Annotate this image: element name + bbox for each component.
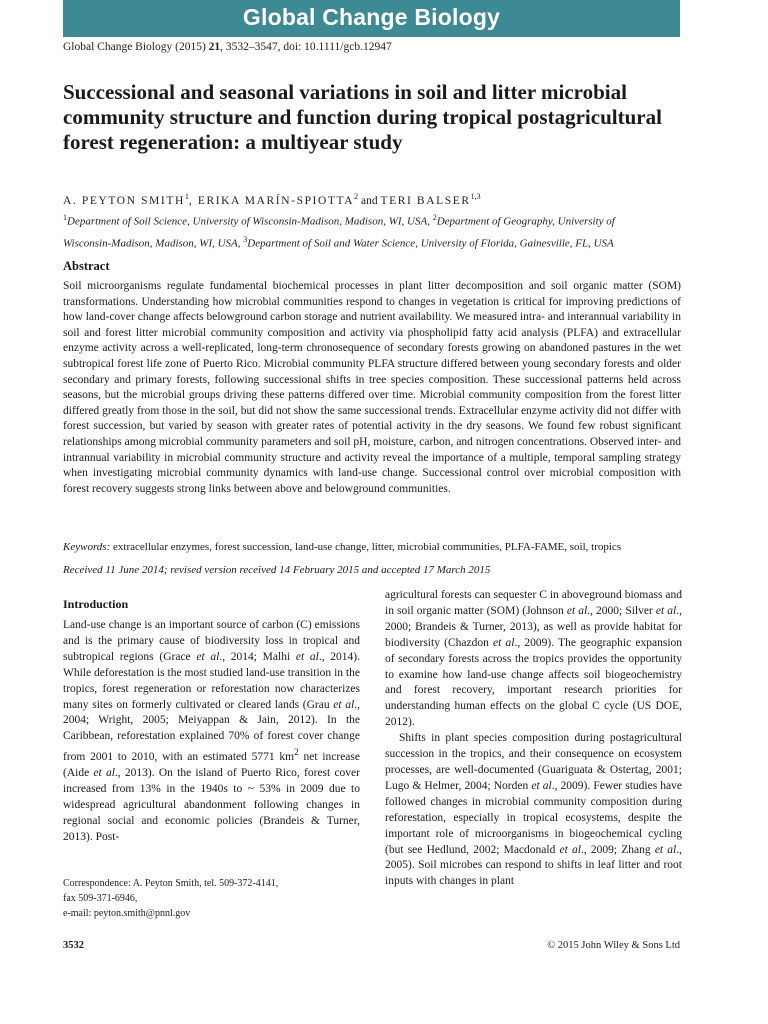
author-1: A. PEYTON SMITH xyxy=(63,194,185,207)
text-run: ., 2005). Soil microbes can respond to shifts in leaf litter and root inputs with changes in plant xyxy=(385,843,683,888)
author-2-affil: 2 xyxy=(354,192,359,201)
et-al: et al xyxy=(654,843,677,856)
text-run: ., 2009). Fewer studies have followed changes in microbial community composition during reforestation, especially in tropical ecosystems, despite the important role of microorganisms in biogeochemical cycling (but see Hedlund, 2002; Macdonald xyxy=(385,779,682,856)
affil-2-marker: 2 xyxy=(432,213,437,222)
intro-paragraph-1 xyxy=(63,618,360,846)
et-al: et al xyxy=(333,698,355,711)
correspondence-line-1: Correspondence: A. Peyton Smith, tel. 509-372-4141, xyxy=(63,878,279,889)
author-3: TERI BALSER xyxy=(380,194,471,207)
citation-line xyxy=(63,41,392,53)
text-run: Land-use change is an important source of carbon (C) emissions and is the primary cause of biodiversity loss in tropical and subtropical regions (Grace xyxy=(63,619,360,663)
text-run: ., 2014). While deforestation is the most studied land-use transition in the tropics, forest regeneration or reforestation now characterizes many sites on formerly cultivated or cleared lands (Grau xyxy=(63,650,360,711)
et-al: et al xyxy=(196,650,220,663)
body-column-left xyxy=(63,618,360,846)
author-list xyxy=(63,192,683,207)
et-al: et al xyxy=(295,650,319,663)
citation-suffix: , 3532–3547, doi: 10.1111/gcb.12947 xyxy=(220,41,392,53)
correspondence-email: e-mail: peyton.smith@pnnl.gov xyxy=(63,908,191,919)
affil-2: Department of Geography, University of Wisconsin-Madison, Madison, WI, USA, xyxy=(63,215,615,250)
article-title: Successional and seasonal variations in soil and litter microbial community structure and function during tropical postagricultural forest regeneration: a multiyear study xyxy=(63,80,662,154)
keywords-label: Keywords: xyxy=(63,541,111,553)
text-run: ., 2009; Zhang xyxy=(580,843,655,856)
text-run: Shifts in plant species composition during postagricultural succession in the tropics, and their consequence on ecosystem processes, are well-documented (Guariguata & Ostertag, 2001; Lugo & Helmer, 2004; Norden xyxy=(385,732,682,792)
affil-3-marker: 3 xyxy=(243,234,248,244)
affiliations xyxy=(63,209,663,252)
copyright-notice: © 2015 John Wiley & Sons Ltd xyxy=(547,940,680,951)
body-column-right xyxy=(385,588,682,890)
text-run: ., 2014; Malhi xyxy=(219,650,296,663)
et-al: et al xyxy=(93,766,115,779)
author-3-affil: 1,3 xyxy=(470,192,481,201)
received-dates: Received 11 June 2014; revised version received 14 February 2015 and accepted 17 March 2015 xyxy=(63,564,491,576)
et-al: et al xyxy=(493,636,515,649)
author-2: ERIKA MARÍN-SPIOTTA xyxy=(197,194,355,207)
et-al: et al xyxy=(566,604,588,617)
intro-paragraph-2 xyxy=(385,731,682,890)
introduction-heading: Introduction xyxy=(63,597,129,611)
citation-prefix: Global Change Biology (2015) xyxy=(63,41,209,53)
text-run: ., 2004; Wright, 2005; Meiyappan & Jain, 2012). In the Caribbean, reforestation explained 70% of forest cover change from 2001 to 2010, with an estimated 5771 km xyxy=(63,698,360,764)
superscript: 2 xyxy=(294,747,299,759)
correspondence-note xyxy=(63,876,363,921)
page-number: 3532 xyxy=(63,940,84,951)
et-al: et al xyxy=(531,779,552,792)
affil-3: Department of Soil and Water Science, University of Florida, Gainesville, FL, USA xyxy=(247,237,614,250)
text-run: net increase (Aide xyxy=(63,751,360,779)
text-run: ., 2000; Brandeis & Turner, 2013), as well as provide habitat for biodiversity (Chazdon xyxy=(385,604,682,649)
journal-title: Global Change Biology xyxy=(242,4,501,30)
keywords xyxy=(63,541,681,553)
intro-paragraph-1-cont xyxy=(385,588,682,731)
text-run: ., 2013). On the island of Puerto Rico, forest cover increased from 13% in the 1940s to ~ 53% in 2009 due to widespread agricultural abandonment following changes in regional social and economic policies (Brandeis & Turner, 2013). Post- xyxy=(63,766,360,843)
citation-volume: 21 xyxy=(208,41,221,53)
affil-1: Department of Soil Science, University of Wisconsin-Madison, Madison, WI, USA, xyxy=(67,215,433,228)
et-al: et al xyxy=(655,604,677,617)
et-al: et al xyxy=(559,843,581,856)
abstract-heading: Abstract xyxy=(63,259,110,273)
affil-1-marker: 1 xyxy=(63,213,67,222)
keywords-text: extracellular enzymes, forest succession, land-use change, litter, microbial communities, PLFA-FAME, soil, tropics xyxy=(110,541,622,553)
author-and: and xyxy=(358,194,381,207)
text-run: ., 2009). The geographic expansion of secondary forests across the tropics provides the opportunity to examine how land-use change affects soil biogeochemistry and forest recovery, important research priorities for understanding human effects on the global C cycle (US DOE, 2012). xyxy=(385,636,683,729)
text-run: ., 2000; Silver xyxy=(587,604,656,617)
abstract-text: Soil microorganisms regulate fundamental biochemical processes in plant litter decomposition and soil organic matter (SOM) transformations. Understanding how microbial communities respond to changes in vegetation is critical for improving predictions of how land-cover change affects belowground carbon storage and nutrient availability. We measured intra- and interannual variability in soil and forest litter microbial community composition and activity via phospholipid fatty acid analysis (PLFA) and extracellular enzyme activity across a well-replicated, long-term chronosequence of secondary forests growing on abandoned pastures in the wet subtropical forest life zone of Puerto Rico. Microbial community PLFA structure differed between young secondary forests and older secondary and primary forests, following successional shifts in tree species composition. These successional patterns held across seasons, but the microbial groups driving these patterns differed over time. Microbial community composition from the forest litter differed greatly from those in the soil, but did not show the same successional trends. Extracellular enzyme activity did not differ with forest succession, but varied by season with greater rates of potential activity in the dry seasons. We found few robust significant relationships among microbial community parameters and soil pH, moisture, carbon, and nitrogen concentrations. Observed inter- and intrannual variability in microbial community structure and activity reveal the importance of a multiple, temporal sampling strategy when investigating microbial community dynamics with land-use change. Successional control over microbial composition with forest recovery suggests strong links between above and belowground communities. xyxy=(63,280,681,495)
text-run: agricultural forests can sequester C in aboveground biomass and in soil organic matter (SOM) (Johnson xyxy=(385,589,682,617)
author-1-affil: 1 xyxy=(184,192,189,201)
journal-banner xyxy=(63,0,680,37)
author-separator: , xyxy=(188,194,198,207)
correspondence-line-2: fax 509-371-6946, xyxy=(63,893,138,904)
